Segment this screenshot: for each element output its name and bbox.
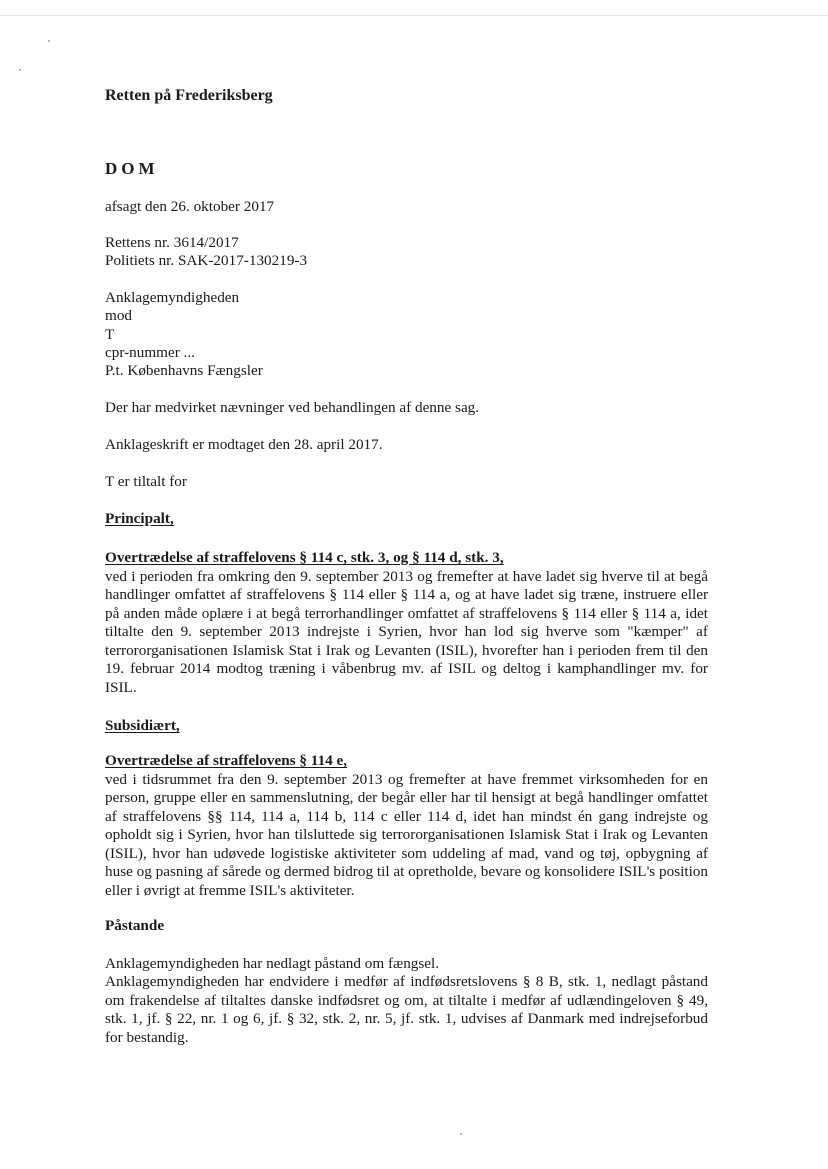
judgment-date: afsagt den 26. oktober 2017 [105,198,275,215]
subsidiary-heading: Subsidiært, [105,717,180,734]
principal-offence: Overtrædelse af straffelovens § 114 c, stk. 3, og § 114 d, stk. 3, [105,549,504,566]
charged-intro: T er tiltalt for [105,473,187,490]
indictment-received: Anklageskrift er modtaget den 28. april 2017. [105,436,383,453]
defendant-name: T [105,326,115,343]
subsidiary-charge-text: ved i tidsrummet fra den 9. september 2013 og fremefter at have fremmet virksomheden for en person, gruppe eller en sammenslutning, der begår eller har til hensigt at begå handlinger omfattet af straffelovens §§ 114, 114 a, 114 b, 114 c eller 114 d, idet han mindst én gang indrejste og opholdt sig i Syrien, hvor han tilsluttede sig terrororganisationen Islamisk Stat i Irak og Levanten (ISIL), hvor han udøvede logistiske aktiviteter som uddeling af mad, vand og tøj, opbygning af huse og pasning af sårede og dermed bidrog til at opretholde, bevare og konsolidere ISIL's position eller i øvrigt at fremme ISIL's aktiviteter. [105,770,708,899]
principal-heading: Principalt, [105,510,174,527]
claims-line-1: Anklagemyndigheden har nedlagt påstand om fængsel. [105,955,440,972]
defendant-location: P.t. Københavns Fængsler [105,362,263,379]
scan-speck [48,40,50,42]
court-name: Retten på Frederiksberg [105,87,273,104]
claims-heading: Påstande [105,917,165,934]
scan-speck [460,1133,462,1135]
versus-label: mod [105,307,133,324]
defendant-cpr: cpr-nummer ... [105,344,195,361]
subsidiary-offence: Overtrædelse af straffelovens § 114 e, [105,752,348,769]
police-case-number: Politiets nr. SAK-2017-130219-3 [105,252,308,269]
court-case-number: Rettens nr. 3614/2017 [105,234,239,251]
principal-charge [105,549,708,697]
subsidiary-charge [105,752,708,900]
scan-edge-line [0,15,828,16]
document-type-title: DOM [105,159,159,178]
principal-charge-text: ved i perioden fra omkring den 9. september 2013 og fremefter at have ladet sig hverve til at begå handlinger omfattet af straffelovens § 114 eller § 114 a, og at have ladet sig træne, instruere eller på anden måde oplære i at begå terrorhandlinger omfattet af straffelovens § 114 eller § 114 a, idet tiltalte den 9. september 2013 indrejste i Syrien, hvor han lod sig hverve som "kæmper" af terrororganisationen Islamisk Stat i Irak og Levanten (ISIL), hvorefter han i perioden frem til den 19. februar 2014 modtog træning i våbenbrug mv. af ISIL og deltog i kamphandlinger mv. for ISIL. [105,567,708,696]
scan-speck [19,69,21,71]
jury-note: Der har medvirket nævninger ved behandlingen af denne sag. [105,399,480,416]
claims-line-2: Anklagemyndigheden har endvidere i medfør af indfødsretslovens § 8 B, stk. 1, nedlagt påstand om frakendelse af tiltaltes danske indfødsret og om, at tiltalte i medfør af udlændingeloven § 49, stk. 1, jf. § 22, nr. 1 og 6, jf. § 32, stk. 2, nr. 5, jf. stk. 1, udvises af Danmark med indrejseforbud for bestandig. [105,973,708,1046]
prosecutor-party: Anklagemyndigheden [105,289,240,306]
